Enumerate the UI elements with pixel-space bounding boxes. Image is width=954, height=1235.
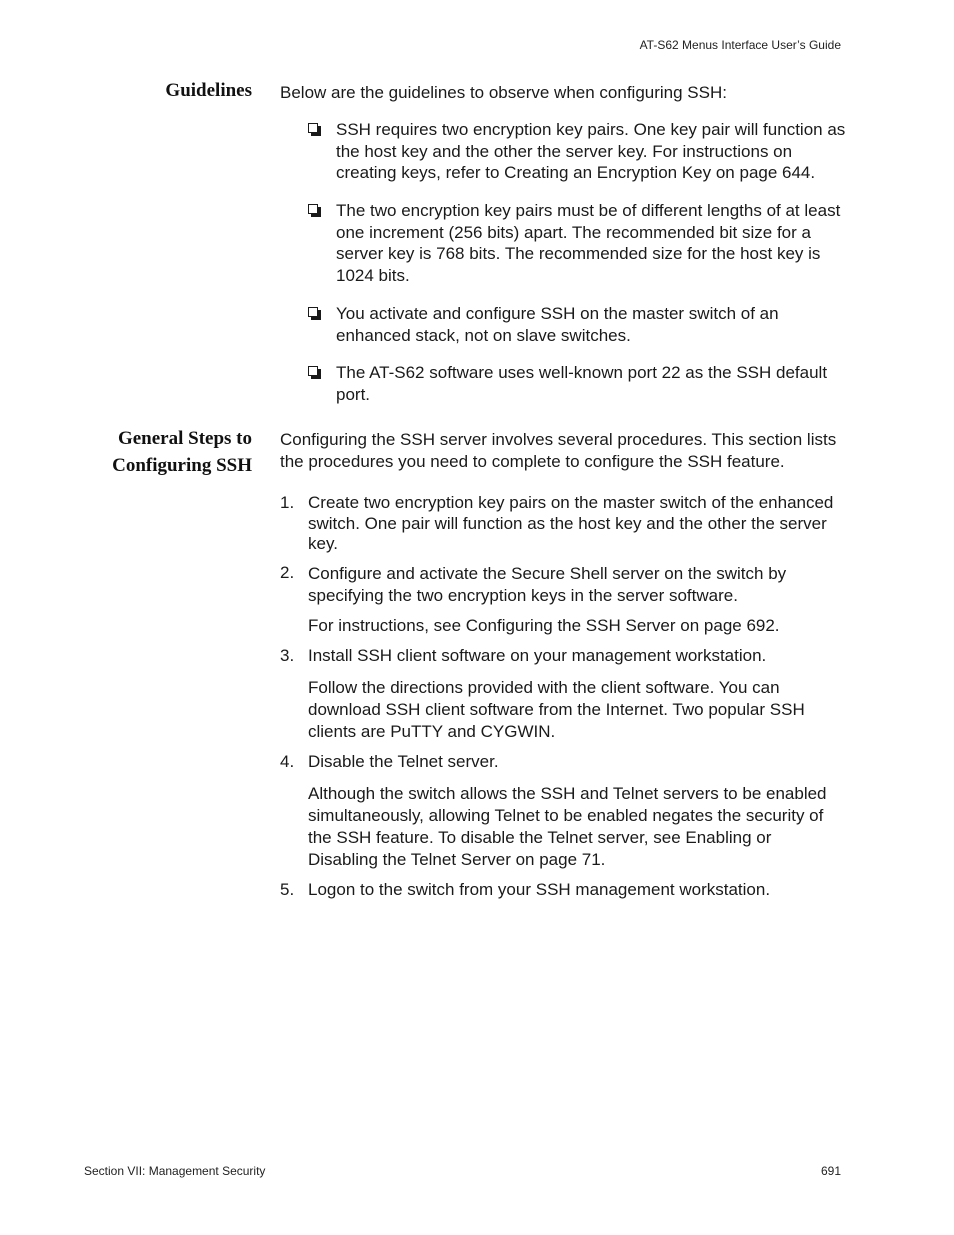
- list-item: [308, 119, 846, 184]
- page-number: 691: [820, 1164, 841, 1178]
- list-item: [308, 200, 843, 287]
- step-note: Although the switch allows the SSH and Telnet servers to be enabled simultaneously, allowing Telnet to be enabled negates the security of the SSH feature. To disable the Telnet server, see Enabling or Disabling the Telnet Server on page 71.: [308, 784, 827, 869]
- general-steps-intro: Configuring the SSH server involves several procedures. This section lists the procedures you need to complete to configure the SSH feature.: [280, 430, 837, 471]
- guidelines-intro: Below are the guidelines to observe when configuring SSH:: [280, 83, 727, 102]
- general-steps-heading: [112, 425, 252, 479]
- step-item: [280, 880, 845, 901]
- general-steps-heading-line2: Configuring SSH: [112, 455, 252, 476]
- bullet-text: The AT-S62 software uses well-known port 22 as the SSH default port.: [336, 363, 828, 404]
- running-header: AT-S62 Menus Interface User’s Guide: [639, 38, 841, 52]
- step-text: Configure and activate the Secure Shell server on the switch by specifying the two encryption keys in the server software.: [308, 564, 787, 605]
- step-note: Follow the directions provided with the client software. You can download SSH client software from the Internet. Two popular SSH clients are PuTTY and CYGWIN.: [308, 678, 805, 741]
- step-number: 4.: [280, 752, 295, 771]
- footer-section-label: Section VII: Management Security: [84, 1164, 266, 1178]
- step-number: 3.: [280, 646, 295, 665]
- step-number: 1.: [280, 493, 295, 512]
- bullet-text: The two encryption key pairs must be of different lengths of at least one increment (256 bits) apart. The recommended bit size for a server key is 768 bits. The recommended size for the host key is 1024 bits.: [336, 201, 841, 286]
- list-item: [308, 362, 843, 405]
- bullet-text: SSH requires two encryption key pairs. One key pair will function as the host key and the other the server key. For instructions on creating keys, refer to Creating an Encryption Key on page 644.: [336, 120, 846, 183]
- step-item: [280, 646, 845, 667]
- guidelines-heading: [165, 77, 252, 104]
- step-number: 5.: [280, 880, 295, 899]
- step-number: 2.: [280, 563, 295, 582]
- step-item: [280, 563, 845, 607]
- checkbox-bullet-icon: [308, 204, 318, 214]
- general-steps-heading-line1: General Steps to: [117, 428, 252, 449]
- checkbox-bullet-icon: [308, 307, 318, 317]
- list-item: [308, 303, 843, 346]
- checkbox-bullet-icon: [308, 123, 318, 133]
- step-text: Logon to the switch from your SSH management workstation.: [308, 880, 771, 899]
- bullet-text: You activate and configure SSH on the master switch of an enhanced stack, not on slave switches.: [336, 304, 779, 345]
- step-item: [280, 493, 845, 555]
- checkbox-bullet-icon: [308, 366, 318, 376]
- step-text: Create two encryption key pairs on the master switch of the enhanced switch. One pair will function as the host key and the other the server key.: [308, 493, 834, 553]
- step-text: Disable the Telnet server.: [308, 752, 499, 771]
- step-text: Install SSH client software on your management workstation.: [308, 646, 767, 665]
- step-item: [280, 752, 845, 773]
- guidelines-heading-text: Guidelines: [165, 80, 252, 101]
- step-note: For instructions, see Configuring the SSH Server on page 692.: [308, 616, 780, 635]
